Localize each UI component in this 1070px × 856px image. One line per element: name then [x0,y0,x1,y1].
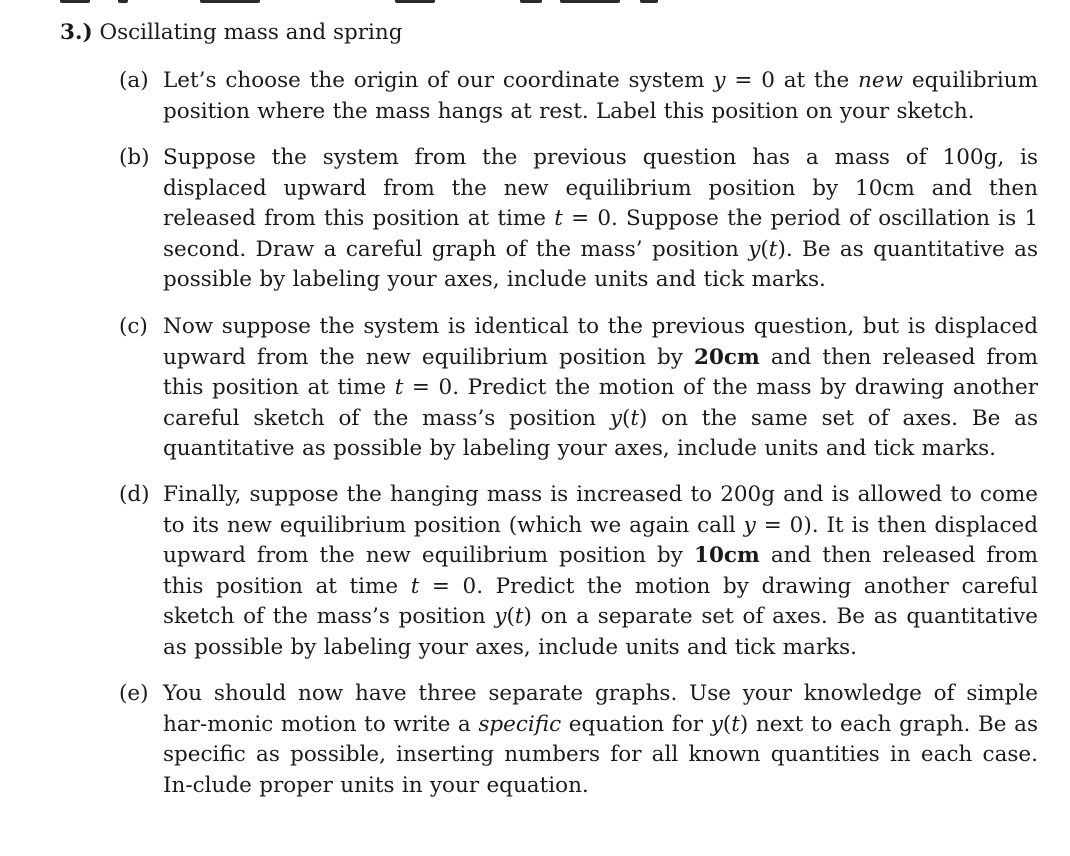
problem-heading [60,18,1050,52]
text-run: ( [760,236,769,262]
part-text [163,143,1038,296]
text-run: ) on the same set of axes. Be as quantitative as possible by labeling your axes, include units and tick marks. [163,405,1038,461]
text-run: ) next to each graph. Be as specific as possible, inserting numbers for all known quantities in each case. In-clude proper units in your equation. [163,711,1039,798]
part-e [60,679,1038,801]
part-label: (c) [119,314,148,339]
part-d [60,480,1038,663]
text-run: and then released from this position at time [163,543,1038,599]
problem-3 [60,18,1050,52]
part-text [163,312,1038,465]
math-variable: t [731,711,740,737]
part-text [163,679,1038,801]
part-c [60,312,1038,465]
text-run: = 0. Suppose the period of oscillation is 1 second. Draw a careful graph of the mass’ position [163,206,1038,262]
math-variable: t [394,375,404,400]
math-variable: t [554,206,563,231]
problem-number: 3.) [60,20,93,45]
emphasized-text: 10cm [694,543,760,568]
text-run: ( [506,604,515,629]
problem-title: Oscillating mass and spring [99,20,403,45]
part-label: (d) [119,482,150,507]
math-variable: specific [478,711,562,737]
text-run: = 0. Predict the motion by drawing another careful sketch of the mass’s position [163,573,1039,629]
math-variable: y [710,711,723,737]
text-run: Let’s choose the origin of our coordinate system [163,68,714,93]
math-variable: t [630,405,640,431]
text-run: = 0 at the [725,68,859,93]
part-text [163,66,1038,127]
part-label: (a) [119,68,149,93]
math-variable: y [743,512,756,538]
text-run: equilibrium position where the mass hangs at rest. Label this position on your sketch. [163,68,1038,124]
part-b [60,143,1038,296]
text-run: Suppose the system from the previous question has a mass of 100g, is displaced upward from the new equilibrium position by 10cm and then released from this position at time [163,145,1038,231]
math-variable: y [713,68,726,93]
part-a [60,66,1038,127]
part-label: (e) [119,681,149,706]
math-variable: y [748,236,761,262]
text-run: Finally, suppose the hanging mass is increased to 200g and is allowed to come to its new equilibrium position (which we again call [163,482,1038,538]
emphasized-text: 20cm [694,344,760,370]
text-run: ( [722,711,732,737]
text-run: = 0. Predict the motion of the mass by drawing another careful sketch of the mass’s position [163,375,1038,431]
text-run: ( [622,405,631,431]
text-run: and then released from this position at time [163,344,1038,400]
math-variable: t [410,573,420,599]
cropped-previous-text [0,0,1070,6]
part-text [163,480,1038,663]
part-label: (b) [119,145,150,170]
text-run: ) on a separate set of axes. Be as quantitative as possible by labeling your axes, include units and tick marks. [163,604,1038,660]
math-variable: y [494,604,507,629]
text-run: You should now have three separate graphs. Use your knowledge of simple har-monic motion to write a [163,681,1038,737]
math-variable: t [514,604,524,629]
text-run: = 0). It is then displaced upward from the new equilibrium position by [163,512,1038,568]
text-run: equation for [561,711,711,737]
math-variable: t [768,236,778,262]
text-run: ). Be as quantitative as possible by labeling your axes, include units and tick marks. [163,236,1039,292]
math-variable: y [609,405,622,431]
text-run: Now suppose the system is identical to the previous question, but is displaced upward from the new equilibrium position by [163,314,1038,370]
math-variable: new [858,68,904,93]
